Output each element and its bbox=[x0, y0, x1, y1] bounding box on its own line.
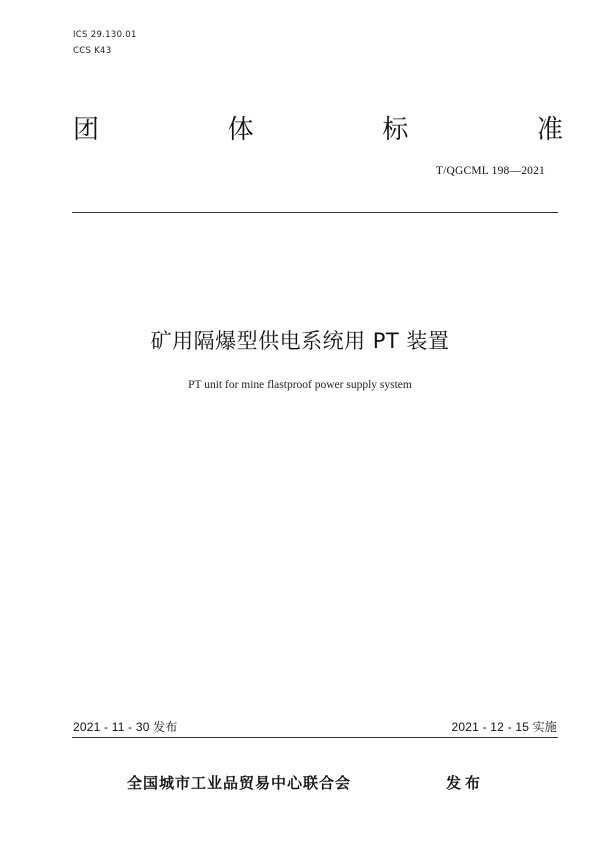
top-divider bbox=[72, 212, 558, 213]
title-char: 团 bbox=[73, 115, 100, 145]
title-char: 准 bbox=[536, 115, 563, 145]
issue-label: 发布 bbox=[446, 774, 485, 792]
ics-code: ICS 29.130.01 bbox=[73, 30, 137, 40]
title-char: 标 bbox=[382, 115, 409, 145]
issuing-organization: 全国城市工业品贸易中心联合会 bbox=[127, 774, 352, 792]
implement-date: 2021 - 12 - 15 实施 bbox=[451, 720, 557, 734]
document-title-cn: 矿用隔爆型供电系统用 PT 装置 bbox=[150, 329, 450, 353]
document-title-en: PT unit for mine flastproof power supply system bbox=[188, 379, 412, 391]
title-char: 体 bbox=[227, 115, 254, 145]
standard-code: T/QGCML 198—2021 bbox=[435, 165, 545, 177]
publish-date: 2021 - 11 - 30 发布 bbox=[73, 720, 178, 734]
bottom-divider bbox=[72, 737, 558, 738]
standard-type-title bbox=[73, 113, 563, 147]
ccs-code: CCS K43 bbox=[73, 46, 112, 56]
